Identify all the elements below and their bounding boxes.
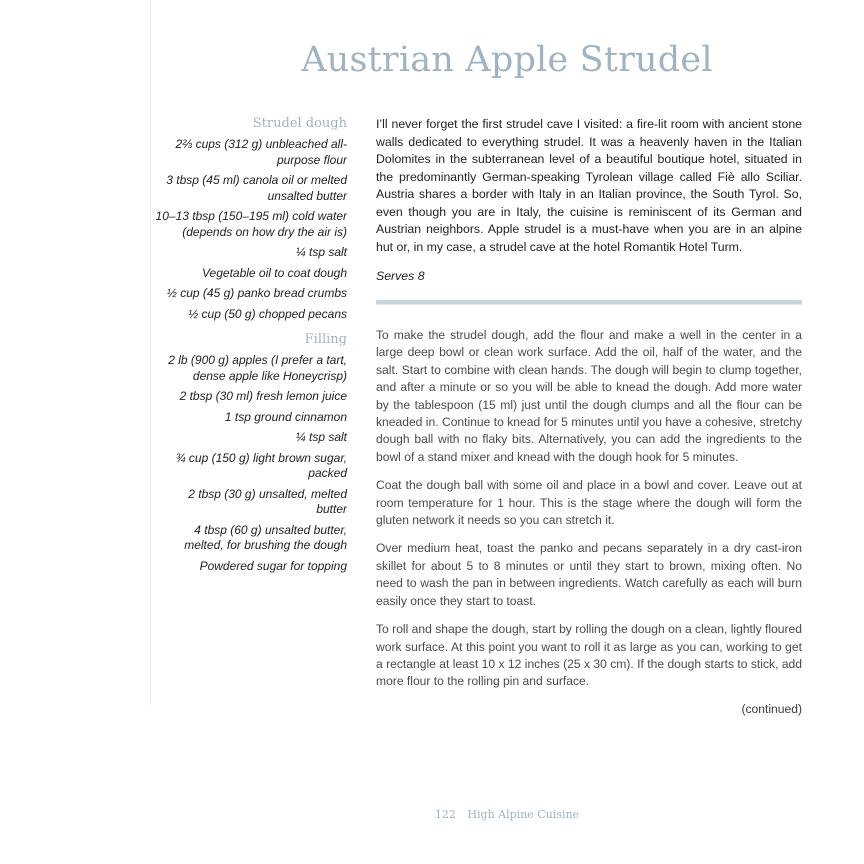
strudel-dough-list bbox=[155, 137, 347, 322]
ingredient-item: 3 tbsp (45 ml) canola oil or melted unsalted butter bbox=[166, 173, 347, 203]
step-paragraph: Coat the dough ball with some oil and place in a bowl and cover. Leave out at room temperature for 1 hour. This is the stage where the dough will form the gluten network it needs so you can stretch it. bbox=[376, 478, 802, 528]
filling-list bbox=[155, 353, 347, 574]
ingredient-item: 4 tbsp (60 g) unsalted butter, melted, for brushing the dough bbox=[184, 522, 347, 552]
strudel-dough-heading: Strudel dough bbox=[252, 116, 347, 131]
intro-paragraph: I’ll never forget the first strudel cave I visited: a fire-lit room with ancient stone walls dedicated to everything strudel. It was a heavenly haven in the Italian Dolomites in the subterranean level of a beautiful boutique hotel, situated in the predominantly German-speaking Tyrolean village called Fiè allo Sciliar. Austria shares a border with Italy in an Italian province, the South Tyrol. So, even though you are in Italy, the cuisine is reminiscent of its German and Austrian neighbors. Apple strudel is a must-have when you are in an alpine hut or, in my case, a strudel cave at the hotel Romantik Hotel Turm. bbox=[376, 117, 802, 254]
ingredient-item: 10–13 tbsp (150–195 ml) cold water (depends on how dry the air is) bbox=[155, 209, 347, 239]
ingredient-item: 2 tbsp (30 g) unsalted, melted butter bbox=[188, 486, 347, 516]
ingredient-item: 1 tsp ground cinnamon bbox=[224, 409, 347, 424]
section-divider bbox=[376, 300, 802, 305]
recipe-body bbox=[376, 116, 802, 716]
steps-list bbox=[376, 327, 802, 691]
ingredient-item: 2⅔ cups (312 g) unbleached all-purpose flour bbox=[175, 137, 347, 167]
filling-heading: Filling bbox=[304, 332, 347, 347]
ingredient-item: ½ cup (45 g) panko bread crumbs bbox=[166, 286, 347, 300]
ingredients-column bbox=[155, 116, 347, 579]
ingredient-item: ¼ tsp salt bbox=[295, 245, 347, 259]
ingredient-item: ¼ tsp salt bbox=[295, 430, 347, 444]
page-number: 122 bbox=[434, 808, 456, 821]
page-title: Austrian Apple Strudel bbox=[301, 40, 713, 80]
ingredient-item: Powdered sugar for topping bbox=[199, 558, 347, 573]
page-footer bbox=[150, 808, 864, 821]
continued-note: (continued) bbox=[741, 701, 802, 716]
column-divider bbox=[150, 0, 151, 705]
step-paragraph: To make the strudel dough, add the flour and make a well in the center in a large deep bowl or clean work surface. Add the oil, half of the water, and the salt. Start to combine with clean hands. The dough will begin to clump together, and after a minute or so you will be able to knead the dough. Add more water by the tablespoon (15 ml) just until the dough clumps and all the flour can be kneaded in. Continue to knead for 5 minutes until you have a cohesive, stretchy dough ball with no flaky bits. Alternatively, you can add the ingredients to the bowl of a stand mixer and knead with the dough hook for 5 minutes. bbox=[376, 328, 802, 464]
ingredient-item: ½ cup (50 g) chopped pecans bbox=[188, 306, 347, 321]
serves-line: Serves 8 bbox=[376, 269, 425, 283]
book-title: High Alpine Cuisine bbox=[467, 808, 580, 821]
ingredient-item: ¾ cup (150 g) light brown sugar, packed bbox=[175, 450, 347, 480]
step-paragraph: Over medium heat, toast the panko and pecans separately in a dry cast-iron skillet for about 5 to 8 minutes or until they start to brown, mixing often. No need to wash the pan in between ingredients. Watch carefully as each will burn easily once they start to toast. bbox=[376, 541, 802, 608]
ingredient-item: 2 tbsp (30 ml) fresh lemon juice bbox=[179, 389, 347, 403]
step-paragraph: To roll and shape the dough, start by rolling the dough on a clean, lightly floured work surface. At this point you want to roll it as large as you can, working to get a rectangle at least 10 x 12 inches (25 x 30 cm). If the dough starts to stick, add more flour to the rolling pin and surface. bbox=[376, 622, 802, 689]
ingredient-item: 2 lb (900 g) apples (I prefer a tart, dense apple like Honeycrisp) bbox=[168, 353, 347, 383]
ingredient-item: Vegetable oil to coat dough bbox=[201, 265, 347, 280]
